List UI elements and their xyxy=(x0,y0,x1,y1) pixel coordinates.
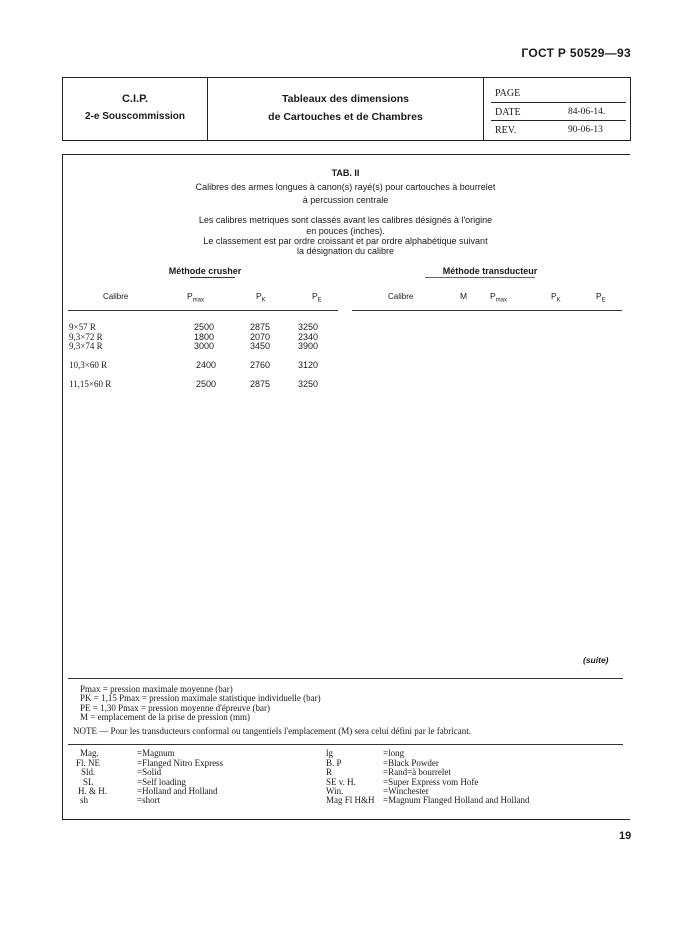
row-1-pmax: 2500 xyxy=(194,322,215,332)
table-note-line2: en pouces (inches). xyxy=(306,226,385,236)
col-pmax-crusher: $P_{max}$ xyxy=(187,291,205,304)
row-5-pk: 2875 xyxy=(250,379,271,389)
abbrev-top-rule xyxy=(68,744,623,745)
row-1-calibre: 9×57 R xyxy=(69,322,96,332)
rev-label: REV. xyxy=(495,125,517,136)
row-3-pmax: 3000 xyxy=(194,341,215,351)
col-pk-crusher: $P_K$ xyxy=(256,291,266,304)
page-number: 19 xyxy=(619,830,632,842)
col-pmax-trans: $P_{max}$ xyxy=(490,291,508,304)
row-3-pe: 3900 xyxy=(298,341,319,351)
abbr-left-6: sh xyxy=(80,795,89,805)
abbr-left-3-meaning: =Solid xyxy=(137,767,162,777)
col-calibre-crusher: Calibre xyxy=(103,292,129,301)
doc-title-line2: de Cartouches et de Chambres xyxy=(268,111,423,123)
crusher-header-rule xyxy=(68,310,338,311)
rev-value: 90-06-13 xyxy=(568,125,603,135)
row-4-pe: 3120 xyxy=(298,360,319,370)
row-3-calibre: 9,3×74 R xyxy=(69,341,103,351)
date-value: 84-06-14. xyxy=(568,107,606,117)
abbr-left-5: H. & H. xyxy=(78,786,107,796)
note-text: NOTE — Pour les transducteurs conformal ou tangentiels l'emplacement (M) sera celui défini par le fabricant. xyxy=(73,726,471,736)
abbr-right-4: SE v. H. xyxy=(326,777,356,787)
legend-line-1: Pmax = pression maximale moyenne (bar) xyxy=(80,684,233,694)
method-transducteur: Méthode transducteur xyxy=(442,266,538,276)
col-calibre-trans: Calibre xyxy=(388,292,414,301)
row-2-pe: 2340 xyxy=(298,332,319,342)
row-4-pmax: 2400 xyxy=(196,360,217,370)
date-rule xyxy=(491,120,626,121)
row-1-pe: 3250 xyxy=(298,322,319,332)
row-2-pk: 2070 xyxy=(250,332,271,342)
abbr-left-1: Mag. xyxy=(80,748,99,758)
date-label: DATE xyxy=(495,107,521,118)
row-5-pe: 3250 xyxy=(298,379,319,389)
abbr-right-3: R xyxy=(326,767,333,777)
col-pk-trans: $P_K$ xyxy=(551,291,561,304)
abbr-right-2: B. P xyxy=(326,758,342,768)
suite-marker: (suite) xyxy=(583,655,609,665)
row-4-calibre: 10,3×60 R xyxy=(69,360,108,370)
abbr-left-5-meaning: =Holland and Holland xyxy=(137,786,218,796)
abbr-left-4: SL xyxy=(83,777,94,787)
col-m-trans: M xyxy=(460,291,468,301)
gost-code: ГОСТ Р 50529—93 xyxy=(521,46,631,60)
row-2-calibre: 9,3×72 R xyxy=(69,332,103,342)
row-2-pmax: 1800 xyxy=(194,332,215,342)
legend-line-3: PE = 1,30 Pmax = pression moyenne d'épreuve (bar) xyxy=(80,703,270,713)
legend-top-rule xyxy=(68,678,623,679)
crusher-heading-rule xyxy=(190,277,235,278)
col-pe-trans: $P_E$ xyxy=(596,291,606,304)
abbr-right-1-meaning: =long xyxy=(383,748,405,758)
page-label: PAGE xyxy=(495,88,521,99)
abbr-right-6-meaning: =Magnum Flanged Holland and Holland xyxy=(383,795,530,805)
row-5-pmax: 2500 xyxy=(196,379,217,389)
row-5-calibre: 11,15×60 R xyxy=(69,379,112,389)
abbr-right-5-meaning: =Winchester xyxy=(383,786,429,796)
table-note-line3: Le classement est par ordre croissant et par ordre alphabétique suivant xyxy=(203,236,488,246)
table-desc-line2: à percussion centrale xyxy=(302,195,389,205)
table-desc-line1: Calibres des armes longues à canon(s) rayé(s) pour cartouches à bourrelet xyxy=(195,182,496,192)
abbr-left-6-meaning: =short xyxy=(137,795,161,805)
abbr-right-2-meaning: =Black Powder xyxy=(383,758,439,768)
abbr-left-4-meaning: =Self loading xyxy=(137,777,186,787)
org-name: C.I.P. xyxy=(121,93,149,105)
method-crusher: Méthode crusher xyxy=(168,266,242,276)
abbr-left-2-meaning: =Flanged Nitro Express xyxy=(137,758,224,768)
abbr-right-4-meaning: =Super Express vom Hofe xyxy=(383,777,479,787)
abbr-left-1-meaning: =Magnum xyxy=(137,748,175,758)
abbr-left-3: Sld. xyxy=(81,767,96,777)
page-rule xyxy=(491,102,626,103)
doc-title-line1: Tableaux des dimensions xyxy=(281,93,409,105)
row-3-pk: 3450 xyxy=(250,341,271,351)
abbr-right-3-meaning: =Rand=à bourrelet xyxy=(383,767,451,777)
abbr-left-2: Fl. NE xyxy=(76,758,101,768)
table-number: TAB. II xyxy=(331,168,360,178)
header-divider-2 xyxy=(483,78,484,140)
subcommission: 2-e Souscommission xyxy=(84,111,186,122)
trans-header-rule xyxy=(352,310,622,311)
transducteur-heading-rule xyxy=(425,277,535,278)
table-note-line1: Les calibres metriques sont classés avant les calibres désignés à l'origine xyxy=(198,215,493,225)
header-box xyxy=(62,77,631,141)
row-4-pk: 2760 xyxy=(250,360,271,370)
header-divider-1 xyxy=(207,78,208,140)
abbr-right-6: Mag Fl H&H xyxy=(326,795,375,805)
row-1-pk: 2875 xyxy=(250,322,271,332)
col-pe-crusher: $P_E$ xyxy=(312,291,322,304)
legend-line-4: M = emplacement de la prise de pression (mm) xyxy=(80,712,251,722)
table-note-line4: la désignation du calibre xyxy=(296,246,395,256)
abbr-right-5: Win. xyxy=(326,786,344,796)
abbr-right-1: lg xyxy=(326,748,334,758)
legend-line-2: PK = 1,15 Pmax = pression maximale statistique individuelle (bar) xyxy=(80,693,321,703)
